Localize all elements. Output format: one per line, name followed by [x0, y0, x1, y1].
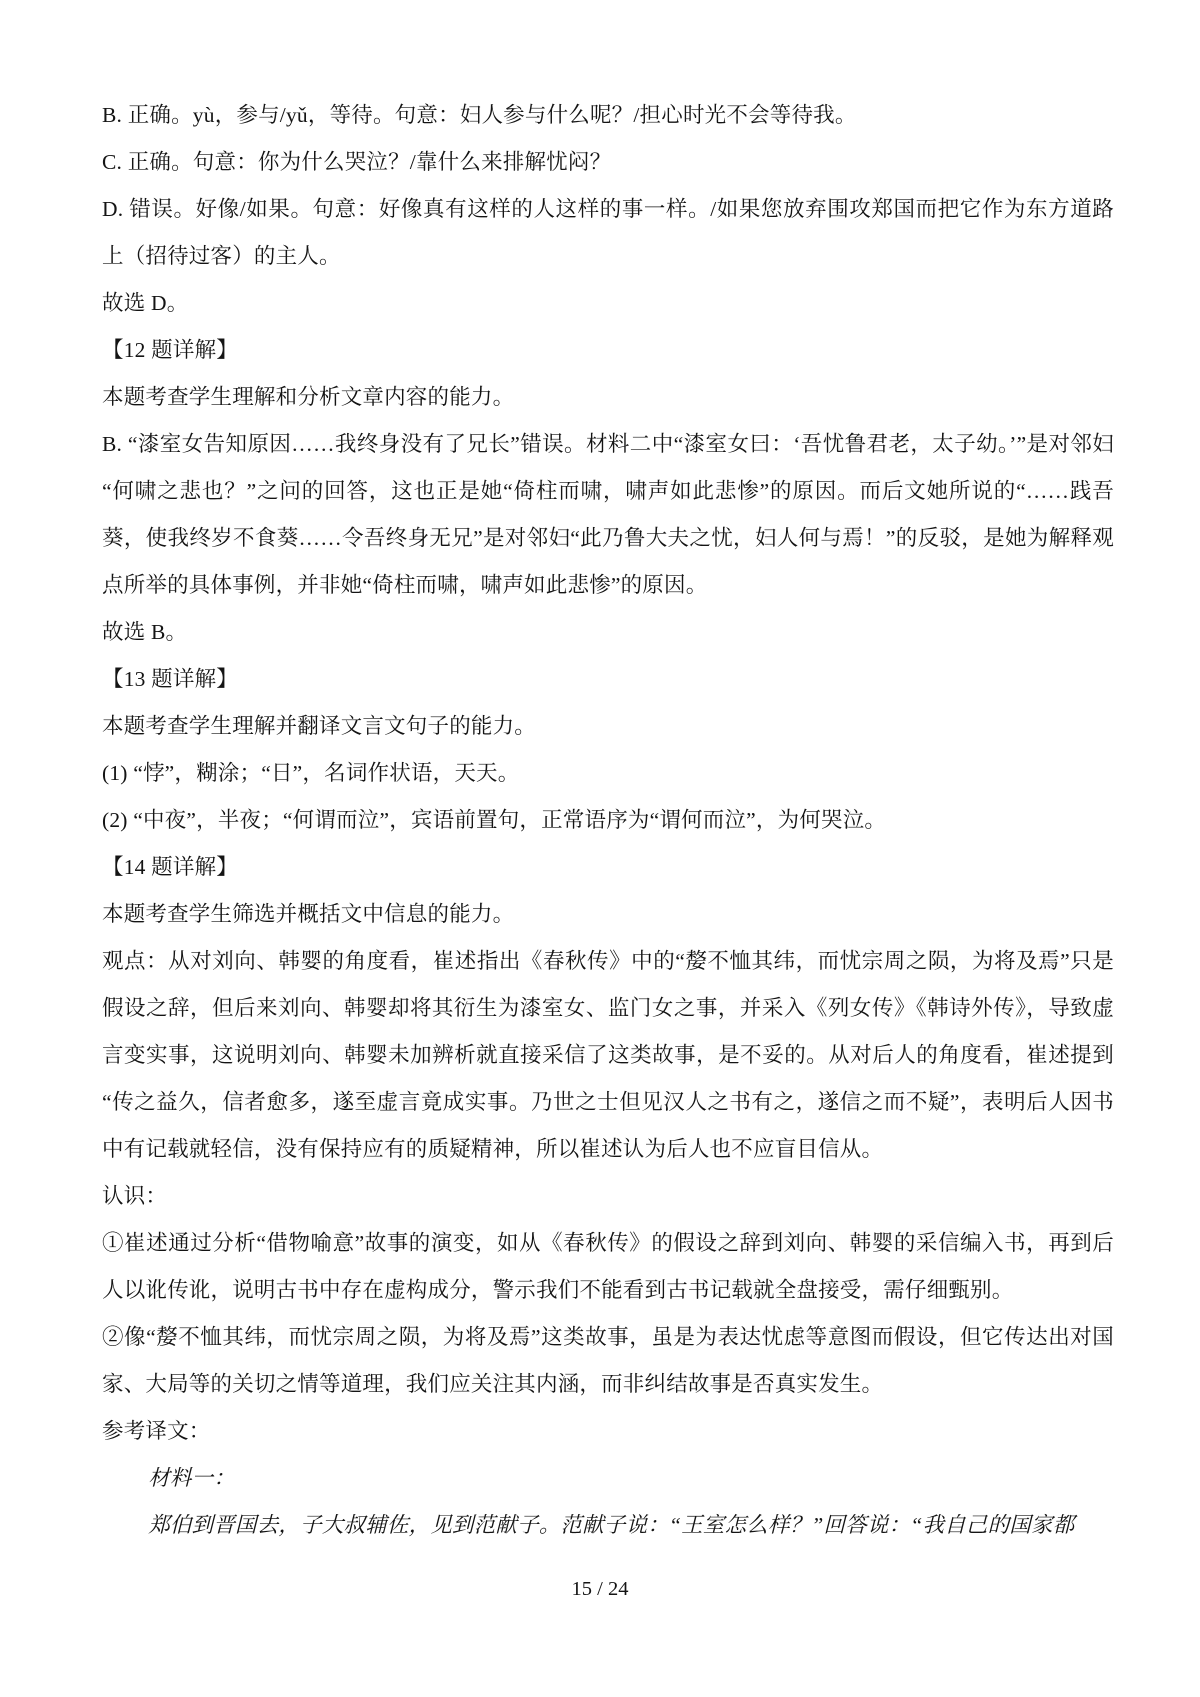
q12-skill-statement: 本题考查学生理解和分析文章内容的能力。 — [102, 385, 515, 409]
answer-choice-b: 故选 B。 — [102, 620, 188, 644]
material-1-label: 材料一： — [148, 1466, 236, 1490]
page-number: 15 / 24 — [571, 1578, 629, 1600]
option-c-explanation: C. 正确。句意：你为什么哭泣？/靠什么来排解忧闷？ — [102, 150, 612, 174]
reference-translation-label: 参考译文： — [102, 1419, 211, 1443]
answer-explanations — [102, 92, 1114, 1549]
q13-skill-statement: 本题考查学生理解并翻译文言文句子的能力。 — [102, 714, 537, 738]
q14-skill-statement: 本题考查学生筛选并概括文中信息的能力。 — [102, 902, 515, 926]
material-1-translation: 郑伯到晋国去，子大叔辅佐，见到范献子。范献子说：“王室怎么样？”回答说：“我自己的国家都 — [148, 1513, 1075, 1537]
option-b-explanation: B. 正确。yù，参与/yǔ，等待。句意：妇人参与什么呢？/担心时光不会等待我。 — [102, 103, 857, 127]
q13-header: 【13 题详解】 — [102, 667, 238, 691]
q14-viewpoint: 观点：从对刘向、韩婴的角度看，崔述指出《春秋传》中的“嫠不恤其纬，而忧宗周之陨，为将及焉”只是假设之辞，但后来刘向、韩婴却将其衍生为漆室女、监门女之事，并采入《列女传》《韩诗外传》，导致虚言变实事，这说明刘向、韩婴未加辨析就直接采信了这类故事，是不妥的。从对后人的角度看，崔述提到“传之益久，信者愈多，遂至虚言竟成实事。乃世之士但见汉人之书有之，遂信之而不疑”，表明后人因书中有记载就轻信，没有保持应有的质疑精神，所以崔述认为后人也不应盲目信从。 — [102, 949, 1114, 1161]
q13-sentence-2: (2) “中夜”，半夜；“何谓而泣”，宾语前置句，正常语序为“谓何而泣”，为何哭泣。 — [102, 808, 887, 832]
q13-sentence-1: (1) “悖”，糊涂；“日”，名词作状语，天天。 — [102, 761, 520, 785]
answer-choice-d: 故选 D。 — [102, 291, 189, 315]
q12-option-b-analysis: B. “漆室女告知原因……我终身没有了兄长”错误。材料二中“漆室女曰：‘吾忧鲁君老，太子幼。’”是对邻妇“何啸之悲也？”之问的回答，这也正是她“倚柱而啸，啸声如此悲惨”的原因。而后文她所说的“……践吾葵，使我终岁不食葵……令吾终身无兄”是对邻妇“此乃鲁大夫之忧，妇人何与焉！”的反驳，是她为解释观点所举的具体事例，并非她“倚柱而啸，啸声如此悲惨”的原因。 — [102, 432, 1114, 597]
q14-understanding-1: ①崔述通过分析“借物喻意”故事的演变，如从《春秋传》的假设之辞到刘向、韩婴的采信编入书，再到后人以讹传讹，说明古书中存在虚构成分，警示我们不能看到古书记载就全盘接受，需仔细甄别。 — [102, 1231, 1114, 1302]
q14-header: 【14 题详解】 — [102, 855, 238, 879]
q14-understanding-label: 认识： — [102, 1184, 168, 1208]
option-d-explanation: D. 错误。好像/如果。句意：好像真有这样的人这样的事一样。/如果您放弃围攻郑国而把它作为东方道路上（招待过客）的主人。 — [102, 197, 1114, 268]
q12-header: 【12 题详解】 — [102, 338, 238, 362]
q14-understanding-2: ②像“嫠不恤其纬，而忧宗周之陨，为将及焉”这类故事，虽是为表达忧虑等意图而假设，但它传达出对国家、大局等的关切之情等道理，我们应关注其内涵，而非纠结故事是否真实发生。 — [102, 1325, 1114, 1396]
